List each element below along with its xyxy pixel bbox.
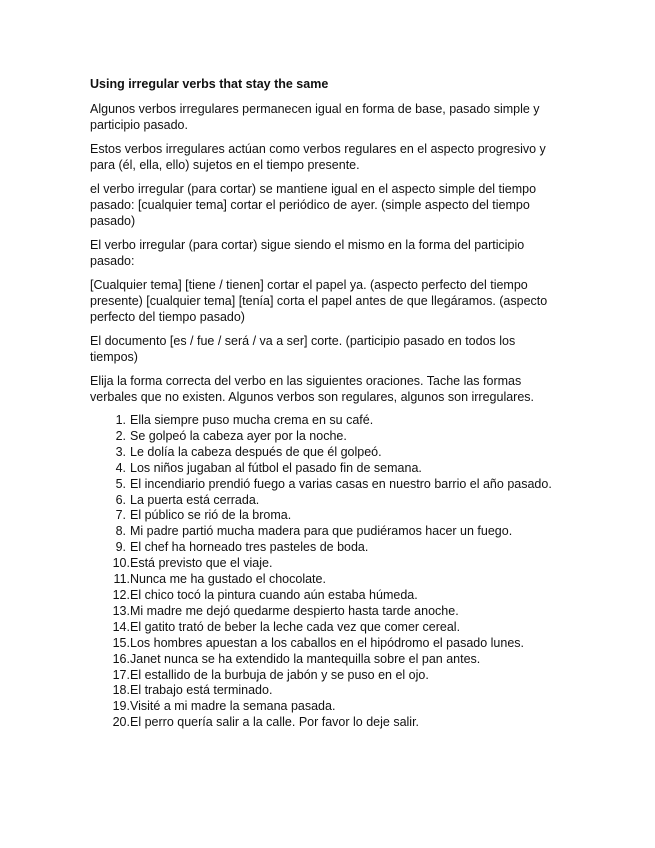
- list-item: [110, 620, 565, 636]
- item-text: El público se rió de la broma.: [130, 508, 292, 523]
- item-text: Los hombres apuestan a los caballos en el hipódromo el pasado lunes.: [130, 635, 525, 650]
- item-text: El estallido de la burbuja de jabón y se puso en el ojo.: [130, 667, 429, 682]
- item-number: 20.: [112, 715, 130, 730]
- list-item: [110, 429, 565, 445]
- item-number: 12.: [112, 587, 130, 602]
- item-text: Mi padre partió mucha madera para que pudiéramos hacer un fuego.: [130, 524, 513, 539]
- item-number: 17.: [112, 667, 130, 682]
- item-text: Nunca me ha gustado el chocolate.: [130, 572, 326, 587]
- item-number: 16.: [112, 651, 130, 666]
- paragraph-progressive: Estos verbos irregulares actúan como verbos regulares en el aspecto progresivo y para (él, ella, ello) sujetos en el tiempo presente.: [90, 142, 546, 172]
- item-text: Janet nunca se ha extendido la mantequilla sobre el pan antes.: [130, 651, 481, 666]
- item-number: 1.: [115, 413, 126, 427]
- item-number: 8.: [115, 524, 126, 539]
- list-item: [110, 540, 565, 556]
- item-number: 13.: [112, 603, 130, 618]
- list-item: [110, 652, 565, 668]
- item-text: Está previsto que el viaje.: [130, 556, 273, 571]
- item-text: El gatito trató de beber la leche cada vez que comer cereal.: [130, 619, 461, 634]
- item-number: 11.: [113, 572, 130, 587]
- list-item: [110, 572, 565, 588]
- list-item: [110, 445, 565, 461]
- item-number: 9.: [115, 540, 126, 555]
- item-text: El chef ha horneado tres pasteles de boda.: [130, 540, 369, 555]
- item-number: 18.: [112, 683, 130, 698]
- item-number: 19.: [112, 699, 130, 714]
- paragraph-simple-past: el verbo irregular (para cortar) se mantiene igual en el aspecto simple del tiempo pasado: [cualquier tema] cortar el periódico de ayer. (simple aspecto del tiempo pasado): [90, 182, 537, 228]
- list-item: [110, 588, 565, 604]
- item-text: El trabajo está terminado.: [130, 683, 273, 698]
- list-item: [110, 524, 565, 540]
- list-item: [110, 604, 565, 620]
- item-number: 15.: [112, 635, 130, 650]
- item-number: 14.: [112, 619, 130, 634]
- list-item: [110, 715, 565, 731]
- paragraph-all-tenses: El documento [es / fue / será / va a ser] corte. (participio pasado en todos los tiempos): [90, 334, 516, 364]
- sentence-list: [90, 413, 565, 731]
- document-title: Using irregular verbs that stay the same: [90, 77, 329, 91]
- list-item: [110, 556, 565, 572]
- list-item: [110, 413, 565, 429]
- item-number: 3.: [115, 444, 126, 459]
- item-number: 4.: [115, 460, 126, 475]
- list-item: [110, 683, 565, 699]
- item-text: Visité a mi madre la semana pasada.: [130, 699, 336, 714]
- item-text: Mi madre me dejó quedarme despierto hasta tarde anoche.: [130, 603, 459, 618]
- item-number: 7.: [115, 508, 126, 523]
- list-item: [110, 493, 565, 509]
- list-item: [110, 699, 565, 715]
- item-text: Le dolía la cabeza después de que él golpeó.: [130, 444, 382, 459]
- item-text: Los niños jugaban al fútbol el pasado fin de semana.: [130, 460, 422, 475]
- item-number: 6.: [115, 492, 126, 507]
- paragraph-intro: Algunos verbos irregulares permanecen igual en forma de base, pasado simple y participio pasado.: [90, 102, 540, 132]
- paragraph-perfect-aspect: [Cualquier tema] [tiene / tienen] cortar el papel ya. (aspecto perfecto del tiempo presente) [cualquier tema] [tenía] corta el papel antes de que llegáramos. (aspecto perfecto del tiempo pasado): [90, 278, 548, 324]
- item-number: 2.: [115, 428, 126, 443]
- list-item: [110, 461, 565, 477]
- item-number: 10.: [112, 556, 130, 571]
- list-item: [110, 636, 565, 652]
- item-text: Se golpeó la cabeza ayer por la noche.: [130, 428, 347, 443]
- paragraph-instructions: Elija la forma correcta del verbo en las siguientes oraciones. Tache las formas verbales que no existen. Algunos verbos son regulares, algunos son irregulares.: [90, 374, 535, 404]
- item-text: El incendiario prendió fuego a varias casas en nuestro barrio el año pasado.: [130, 476, 552, 491]
- paragraph-participle: El verbo irregular (para cortar) sigue siendo el mismo en la forma del participio pasado:: [90, 238, 525, 268]
- list-item: [110, 477, 565, 493]
- item-number: 5.: [115, 476, 126, 491]
- list-item: [110, 508, 565, 524]
- item-text: Ella siempre puso mucha crema en su café.: [130, 413, 374, 427]
- item-text: El chico tocó la pintura cuando aún estaba húmeda.: [130, 587, 418, 602]
- item-text: El perro quería salir a la calle. Por favor lo deje salir.: [130, 715, 420, 730]
- list-item: [110, 668, 565, 684]
- item-text: La puerta está cerrada.: [130, 492, 260, 507]
